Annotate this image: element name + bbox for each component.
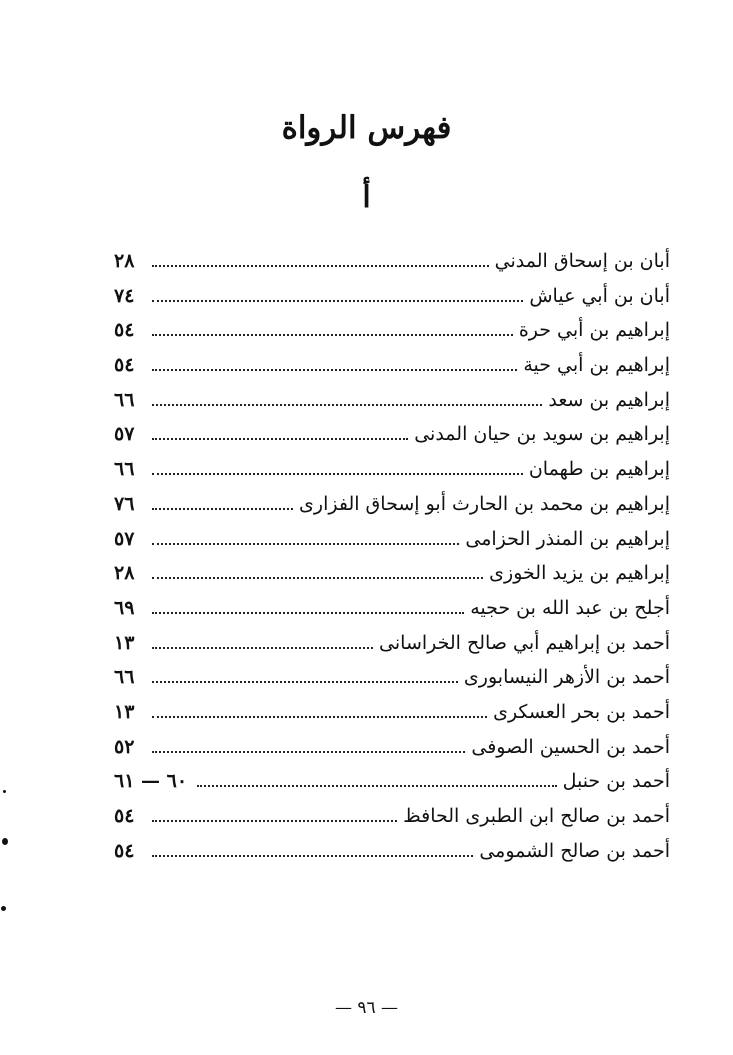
index-entry [114, 452, 670, 487]
dot-leader [152, 611, 464, 614]
page-reference: ٥٤ [114, 805, 135, 827]
dot-leader [152, 333, 513, 336]
index-entry [114, 487, 670, 522]
dot-leader [152, 437, 408, 440]
page-reference: ٦٦ [114, 388, 135, 411]
narrator-name: أبان بن إسحاق المدني [494, 250, 670, 272]
dot-leader [197, 784, 557, 787]
scan-speck [2, 838, 8, 845]
narrator-name: إبراهيم بن سويد بن حيان المدنى [414, 423, 670, 446]
dot-leader [152, 368, 517, 371]
dot-leader [152, 680, 458, 683]
index-entry [114, 348, 670, 383]
index-entry [114, 279, 670, 314]
index-entry [114, 556, 670, 591]
index-entry [114, 313, 670, 348]
index-entry [114, 417, 670, 452]
page-reference: ٥٧ [114, 423, 135, 446]
dot-leader [152, 750, 465, 753]
narrator-name: إبراهيم بن أبي حية [523, 354, 670, 377]
index-entry [114, 591, 670, 626]
narrator-name: أحمد بن صالح الشمومى [479, 839, 670, 862]
narrator-name: أحمد بن صالح ابن الطبرى الحافظ [403, 805, 670, 827]
page-title: فهرس الرواة [281, 110, 452, 146]
page-reference: ١٣ [114, 631, 135, 654]
dot-leader [152, 819, 397, 822]
page-reference: ٥٧ [114, 527, 135, 550]
page-reference: ٦٠ — ٦١ [114, 770, 188, 793]
dot-leader [152, 507, 293, 510]
page-reference: ١٣ [114, 700, 135, 723]
narrator-name: إبراهيم بن المنذر الحزامى [465, 527, 670, 550]
page-reference: ٥٤ [114, 839, 135, 862]
scan-speck [1, 906, 6, 911]
narrator-name: إبراهيم بن طهمان [528, 458, 670, 481]
dot-leader [152, 472, 523, 475]
dot-leader [152, 576, 483, 579]
page-reference: ٥٢ [114, 735, 135, 758]
index-entry [114, 383, 670, 418]
scan-speck [3, 790, 6, 793]
narrator-name: أحمد بن الحسين الصوفى [471, 735, 670, 758]
narrator-name: أحمد بن الأزهر النيسابورى [463, 666, 670, 689]
dot-leader [152, 646, 373, 649]
page-reference: ٦٦ [114, 458, 135, 481]
index-entry [114, 834, 670, 869]
narrator-name: أحمد بن إبراهيم أبي صالح الخراسانى [379, 631, 670, 654]
section-letter: أ [362, 180, 371, 215]
dot-leader [152, 403, 542, 406]
narrator-name: إبراهيم بن محمد بن الحارث أبو إسحاق الفزارى [299, 492, 670, 515]
page-reference: ٢٨ [114, 562, 135, 585]
page-reference: ٥٤ [114, 354, 135, 377]
index-entry [114, 626, 670, 661]
narrator-name: أحمد بن بحر العسكرى [493, 700, 670, 723]
narrator-name: أجلح بن عبد الله بن حجيه [470, 596, 670, 619]
page-number: — ٩٦ — [334, 998, 399, 1018]
dot-leader [152, 299, 523, 302]
narrator-name: أحمد بن حنبل [562, 770, 670, 793]
dot-leader [152, 854, 473, 857]
page-reference: ٧٤ [114, 284, 135, 307]
index-entry [114, 244, 670, 279]
index-entry [114, 695, 670, 730]
page-reference: ٢٨ [114, 250, 135, 272]
dot-leader [152, 542, 459, 545]
narrators-index-list [114, 244, 670, 868]
page-reference: ٦٩ [114, 596, 135, 619]
dot-leader [152, 264, 489, 267]
narrator-name: إبراهيم بن يزيد الخوزى [489, 562, 670, 585]
index-entry [114, 764, 670, 799]
index-entry [114, 522, 670, 557]
page-reference: ٧٦ [114, 492, 135, 515]
page-reference: ٥٤ [114, 319, 135, 342]
index-entry [114, 799, 670, 834]
narrator-name: إبراهيم بن أبي حرة [518, 319, 670, 342]
page-reference: ٦٦ [114, 666, 135, 689]
dot-leader [152, 715, 487, 718]
narrator-name: أبان بن أبي عياش [529, 284, 670, 307]
index-entry [114, 660, 670, 695]
index-entry [114, 730, 670, 765]
narrator-name: إبراهيم بن سعد [548, 388, 670, 411]
